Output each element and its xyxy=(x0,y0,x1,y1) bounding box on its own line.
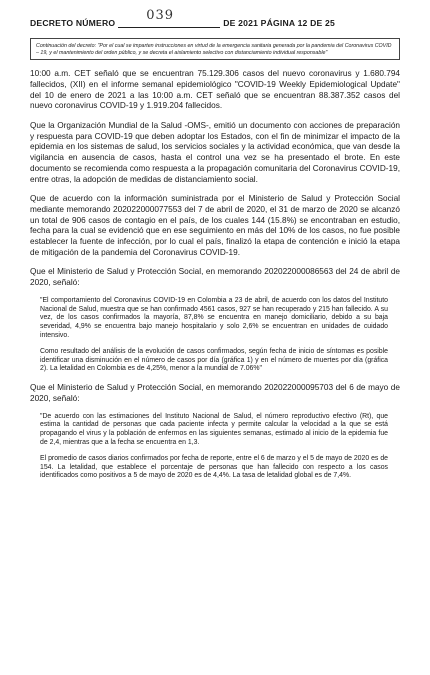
paragraph-5: Que el Ministerio de Salud y Protección Social, en memorando 202022000095703 del 6 de mayo de 2020, señaló: xyxy=(30,383,400,403)
page-header xyxy=(30,8,400,28)
document-page xyxy=(30,8,400,481)
paragraph-4: Que el Ministerio de Salud y Protección Social, en memorando 202022000086563 del 24 de abril de 2020, señaló: xyxy=(30,267,400,288)
decree-number-line xyxy=(118,8,220,28)
paragraph-1: 10:00 a.m. CET señaló que se encuentran 75.129.306 casos del nuevo coronavirus y 1.680.794 fallecidos, (XII) en el informe semanal epidemiológico "COVID-19 Weekly Epidemiological Update" del 10 de enero de 2021 a las 10:00 a.m. CET señaló que se encuentran 88.387.352 casos del nuevo coronavirus COVID-19 y 1.919.204 fallecidos. xyxy=(30,69,400,111)
decree-number: 039 xyxy=(146,8,175,23)
quote-1-paragraph-1: "El comportamiento del Coronavirus COVID-19 en Colombia a 23 de abril, de acuerdo con los datos del Instituto Nacional de Salud, muestra que se han confirmado 4561 casos, 927 se han recuperado y 215 han fallecido. A su vez, de los casos confirmados la mayoría, 87,8% se encuentra en manejo domiciliario, debido a su baja severidad, 4,9% se encuentra bajo manejo hospitalario y solo 2,6% se encuentran en unidades de cuidado intensivo. xyxy=(40,296,388,340)
header-page-info: DE 2021 PÁGINA 12 DE 25 xyxy=(223,18,336,28)
continuation-note-box xyxy=(30,38,400,60)
decree-label: DECRETO NÚMERO xyxy=(30,18,116,28)
paragraph-2: Que la Organización Mundial de la Salud -OMS-, emitió un documento con acciones de preparación y respuesta para COVID-19 que deben adoptar los Estados, con el fin de minimizar el impacto de la epidemia en los sistemas de salud, los servicios sociales y la actividad económica, que van desde la vigilancia en ausencia de casos, hasta el control una vez se ha presentado el brote. En este documento se recomienda como respuesta a la propagación comunitaria del Coronavirus COVID-19, entre otras, la adopción de medidas de distanciamiento social. xyxy=(30,121,400,184)
continuation-note: Continuación del decreto: "Por el cual se imparten instrucciones en virtud de la emergencia sanitaria generada por la pandemia del Coronavirus COVID – 19, y el mantenimiento del orden público, y se decreta el aislamiento selectivo con distanciamiento individual responsable" xyxy=(36,43,392,56)
quote-1-paragraph-2: Como resultado del análisis de la evolución de casos confirmados, según fecha de inicio de síntomas es posible identificar una disminución en el número de casos por día (gráfica 1) y en el número de muertes por día (gráfica 2). La letalidad en Colombia es de 4,25%, menor a la mundial de 7.06%" xyxy=(40,347,388,373)
quote-2-paragraph-2: El promedio de casos diarios confirmados por fecha de reporte, entre el 6 de marzo y el 5 de mayo de 2020 es de 154. La letalidad, que establece el porcentaje de personas que han fallecido con respecto a los casos identificados como positivos a 5 de mayo de 2020 es de 4,4%. La tasa de letalidad global es de 7,4%. xyxy=(40,454,388,480)
quote-block-2 xyxy=(40,413,388,482)
paragraph-3: Que de acuerdo con la información suministrada por el Ministerio de Salud y Protección Social mediante memorando 202022000077553 del 7 de abril de 2020, el 31 de marzo de 2020 se alcanzó un total de 906 casos de contagio en el país, de los cuales 144 (15.8%) se encontraban en estudio, fecha para la cual se evidenció que en ese seguimiento en más del 10% de los casos, no fue posible establecer la fuente de infección, por lo cual el país, finalizó la etapa de contención e inició la etapa de mitigación de la pandemia del Coronavirus COVID-19. xyxy=(30,194,400,257)
quote-block-1 xyxy=(40,297,388,374)
quote-2-paragraph-1: "De acuerdo con las estimaciones del Instituto Nacional de Salud, el número reproductivo efectivo (Rt), que estima la cantidad de personas que cada paciente infecta y permite calcular la velocidad a la que se está propagando el virus y la población de enfermos en las siguientes semanas, estimado al inicio de la epidemia fue de 2,4, mientras que a la fecha se encuentra en 1,3. xyxy=(40,412,388,447)
